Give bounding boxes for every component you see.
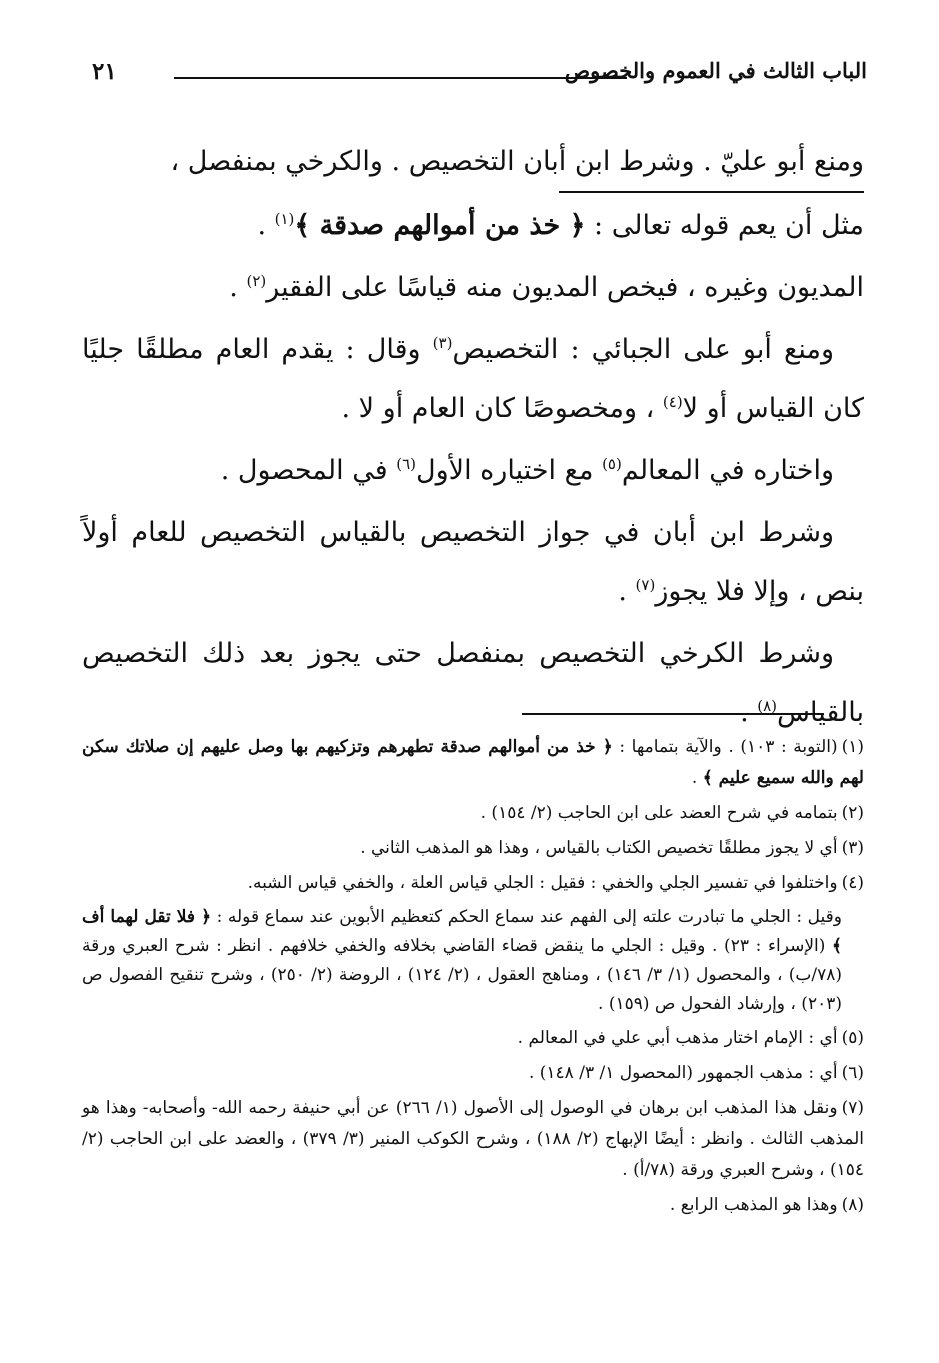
footnote-ref: (٦) xyxy=(396,455,417,473)
footnote-number: (١) xyxy=(841,737,865,757)
footnote-text: (الإسراء : ٢٣) . وقيل : الجلي ما ينقض قضاء القاضي بخلافه والخفي خلافهم . انظر : شرح العبري ورقة (٧٨/ب) ، والمحصول (١/ ٣/ ١٤٦) ، ومناهج العقول ، (٢/ ١٢٤) ، الروضة (٢/ ٢٥٠) ، وشرح تنقيح الفصول ص (٢٠٣) ، وإرشاد الفحول ص (١٥٩) . xyxy=(82,936,843,1014)
footnote-text: أي : مذهب الجمهور (المحصول ١/ ٣/ ١٤٨) . xyxy=(528,1063,838,1083)
paragraph xyxy=(82,132,864,191)
footnote-text: (التوبة : ١٠٣) . والآية بتمامها : xyxy=(612,737,838,757)
paragraph-text: . xyxy=(618,576,636,607)
paragraph-text: وقال : يقدم العام مطلقًا جليًا كان القياس أو لا xyxy=(82,334,864,424)
footnote-text: أي : الإمام اختار مذهب أبي علي في المعالم . xyxy=(517,1028,838,1048)
footnote xyxy=(82,833,864,864)
footnote-number: (٧) xyxy=(841,1098,864,1118)
paragraph-text: ، ومخصوصًا كان العام أو لا . xyxy=(341,393,663,424)
page-number: ٢١ xyxy=(92,58,117,85)
footnote xyxy=(82,798,864,829)
footnote-ref: (٥) xyxy=(602,455,622,473)
footnote-separator xyxy=(522,713,824,715)
footnote-number: (٣) xyxy=(841,838,864,858)
footnote-number: (٤) xyxy=(841,873,864,893)
paragraph xyxy=(82,258,864,317)
footnote-text: أي لا يجوز مطلقًا تخصيص الكتاب بالقياس ، وهذا هو المذهب الثاني . xyxy=(360,838,838,858)
footnote-text: ونقل هذا المذهب ابن برهان في الوصول إلى الأصول (١/ ٢٦٦) عن أبي حنيفة رحمه الله- وأصحابه- وهذا هو المذهب الثالث . وانظر : أيضًا الإبهاج (٢/ ١٨٨) ، وشرح الكوكب المنير (٣/ ٣٧٩) ، والعضد على ابن الحاجب (٢/ ١٥٤) ، وشرح العبري ورقة (٧٨/أ) . xyxy=(82,1098,865,1180)
paragraph-text: مثل أن يعم قوله تعالى : xyxy=(585,210,864,241)
paragraph-text: ومنع أبو على الجبائي : التخصيص xyxy=(452,334,835,365)
footnote-number: (٦) xyxy=(841,1063,864,1083)
quran-quote: ﴿ خذ من أموالهم صدقة تطهرهم وتزكيهم بها وصل عليهم إن صلاتك سكن لهم والله سميع عليم ﴾ xyxy=(82,737,864,788)
footnote-text: . xyxy=(691,768,703,788)
running-header xyxy=(88,52,867,92)
footnote xyxy=(82,868,864,899)
footnote-number: (٥) xyxy=(841,1028,864,1048)
footnote-ref: (٤) xyxy=(662,393,683,411)
footnote-number: (٨) xyxy=(841,1195,864,1215)
paragraph-text: في المحصول . xyxy=(220,455,397,486)
footnote xyxy=(82,1093,864,1186)
footnote xyxy=(82,903,842,1019)
paragraph xyxy=(82,624,864,742)
paragraph-text: . xyxy=(740,697,758,728)
footnote-text: وقيل : الجلي ما تبادرت علته إلى الفهم عند سماع الحكم كتعظيم الأبوين عند سماع قوله : xyxy=(211,907,842,927)
footnote xyxy=(82,732,864,794)
paragraph-text: . xyxy=(229,272,247,303)
paragraph-text: مع اختياره الأول xyxy=(416,455,603,486)
footnotes xyxy=(82,732,864,1225)
footnote xyxy=(82,1190,864,1221)
footnote-ref: (٣) xyxy=(432,334,453,352)
footnote-text: بتمامه في شرح العضد على ابن الحاجب (٢/ ١٥٤) . xyxy=(480,803,838,823)
footnote-number: (٢) xyxy=(841,803,864,823)
quran-quote: ﴿ فلا تقل لهما أف ﴾ xyxy=(82,907,842,956)
paragraph xyxy=(82,441,864,500)
footnote-ref: (٢) xyxy=(246,272,267,290)
footnote-text: واختلفوا في تفسير الجلي والخفي : فقيل : الجلي قياس العلة ، والخفي قياس الشبه. xyxy=(247,873,838,893)
paragraph-text: واختاره في المعالم xyxy=(621,455,834,486)
footnote xyxy=(82,1023,864,1054)
footnote-ref: (٧) xyxy=(635,576,656,594)
footnote-text: وهذا هو المذهب الرابع . xyxy=(669,1195,838,1215)
footnote xyxy=(82,1058,864,1089)
paragraph-text: . xyxy=(257,210,275,241)
paragraph xyxy=(82,503,864,621)
footnote-ref: (٨) xyxy=(757,697,778,715)
paragraph xyxy=(82,196,864,255)
paragraph-text: وشرط ابن أبان في جواز التخصيص بالقياس التخصيص للعام أولاً بنص ، وإلا فلا يجوز xyxy=(82,517,864,607)
paragraph-text: وشرط الكرخي التخصيص بمنفصل حتى يجوز بعد ذلك التخصيص بالقياس xyxy=(82,638,864,728)
quran-quote: ﴿ خذ من أموالهم صدقة ﴾ xyxy=(294,210,586,241)
paragraph xyxy=(82,320,864,438)
paragraph-text: ومنع أبو عليّ . وشرط ابن أبان التخصيص . والكرخي بمنفصل ، xyxy=(170,146,864,177)
paragraph-text: المديون وغيره ، فيخص المديون منه قياسًا على الفقير xyxy=(266,272,864,303)
main-text xyxy=(82,132,864,745)
footnote-ref: (١) xyxy=(274,210,295,228)
header-rule xyxy=(174,77,627,79)
chapter-title: الباب الثالث في العموم والخصوص xyxy=(564,58,867,83)
